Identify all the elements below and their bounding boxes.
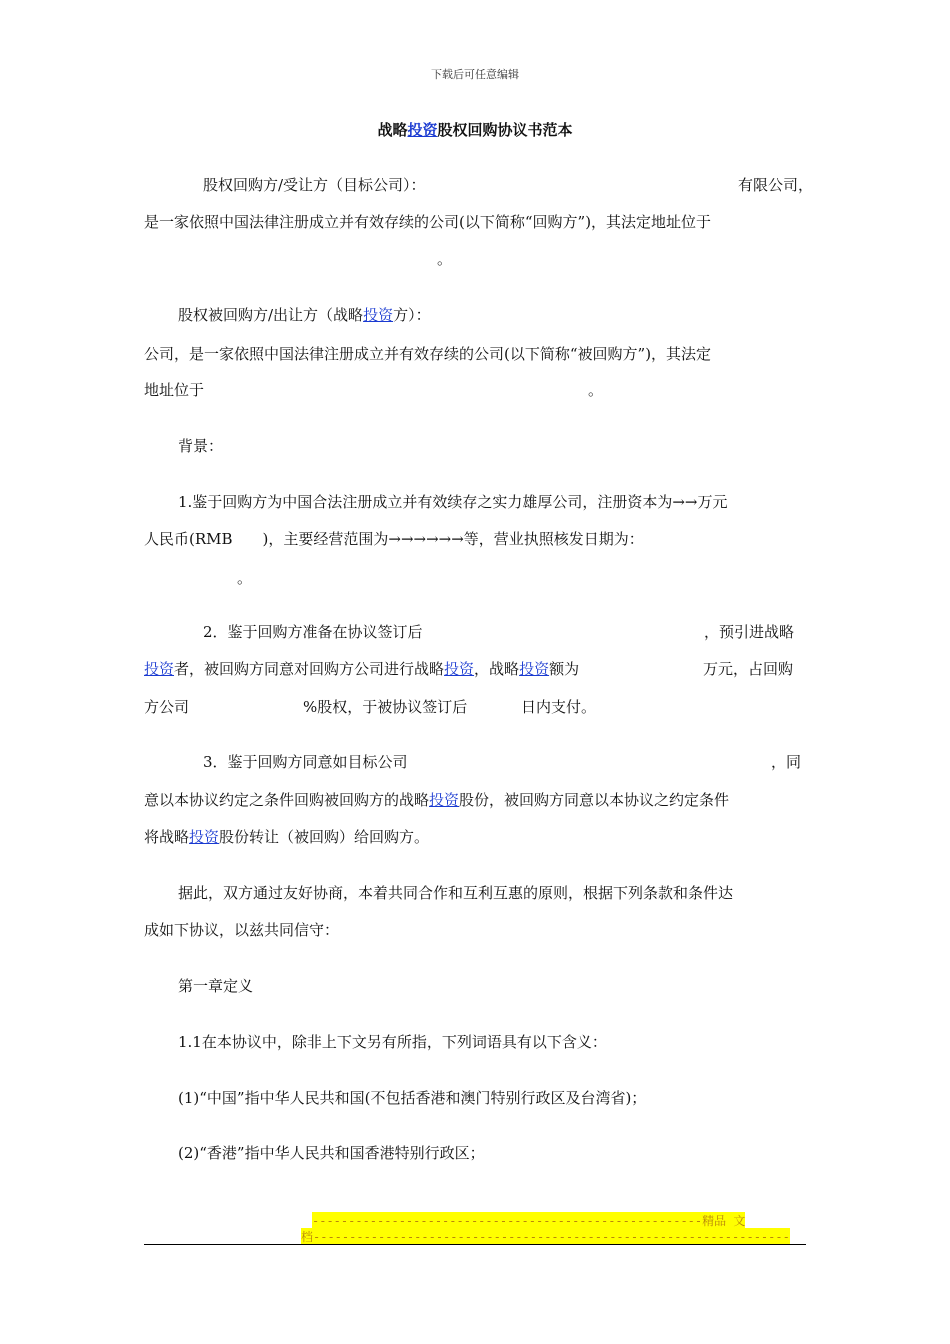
party2-line3-end: 。 xyxy=(588,381,604,399)
party1-line2: 是一家依照中国法律注册成立并有效存续的公司(以下简称“回购方”)，其法定地址位于 xyxy=(144,213,712,231)
footer-divider xyxy=(144,1244,806,1245)
background-label: 背景： xyxy=(178,437,224,455)
item2-line3-c: 日内支付。 xyxy=(521,698,597,716)
item3-l3-pre: 将战略 xyxy=(144,828,190,846)
agreement-line2: 成如下协议，以兹共同信守： xyxy=(144,921,340,939)
title-post: 股权回购协议书范本 xyxy=(437,121,573,139)
item2-link-c[interactable]: 投资 xyxy=(444,660,475,678)
item2-text-d: ，战略 xyxy=(474,660,520,678)
item2-line1-post: ，预引进战略 xyxy=(704,623,795,641)
item3-l3-post: 股份转让（被回购）给回购方。 xyxy=(219,828,430,846)
item3-l2-pre: 意以本协议约定之条件回购被回购方的战略 xyxy=(144,791,430,809)
item2-text-f: 额为 xyxy=(549,660,580,678)
footer-watermark-line2: 档------------------------------------------------------------------ xyxy=(301,1230,790,1244)
item3-line1-pre: 3．鉴于回购方同意如目标公司 xyxy=(203,753,408,771)
item3-line1-post: ，同 xyxy=(771,753,802,771)
document-title xyxy=(0,119,950,140)
chapter1-title: 第一章定义 xyxy=(178,977,254,995)
header-note: 下载后可任意编辑 xyxy=(431,68,519,81)
definition-2: (2)“香港”指中华人民共和国香港特别行政区； xyxy=(178,1144,485,1162)
item1-line1: 1.鉴于回购方为中国合法注册成立并有效续存之实力雄厚公司，注册资本为→→万元 xyxy=(178,493,728,511)
footer-watermark-line1: ------------------------------------------------------精品 文 xyxy=(312,1214,746,1228)
item1-line2: 人民币(RMB )，主要经营范围为→→→→→→等，营业执照核发日期为： xyxy=(144,530,644,548)
item3-l3-link[interactable]: 投资 xyxy=(189,828,220,846)
item3-l2-post: 股份，被回购方同意以本协议之约定条件 xyxy=(459,791,730,809)
item2-line1-pre: 2．鉴于回购方准备在协议签订后 xyxy=(203,623,423,641)
item3-line2 xyxy=(144,789,729,810)
item3-line3 xyxy=(144,826,429,847)
definition-1: (1)“中国”指中华人民共和国(不包括香港和澳门特别行政区及台湾省)； xyxy=(178,1089,647,1107)
item2-text-b: 者，被回购方同意对回购方公司进行战略 xyxy=(174,660,445,678)
item2-link-a[interactable]: 投资 xyxy=(144,660,175,678)
party1-label: 股权回购方/受让方（目标公司）： xyxy=(203,176,426,194)
item2-line3-a: 方公司 xyxy=(144,698,190,716)
party2-line3-pre: 地址位于 xyxy=(144,381,205,399)
party2-label-pre: 股权被回购方/出让方（战略 xyxy=(178,306,364,324)
party2-label-link[interactable]: 投资 xyxy=(363,306,394,324)
agreement-line1: 据此，双方通过友好协商，本着共同合作和互利互惠的原则，根据下列条款和条件达 xyxy=(178,884,734,902)
party2-line2: 公司，是一家依照中国法律注册成立并有效存续的公司(以下简称“被回购方”)，其法定 xyxy=(144,345,712,363)
title-pre: 战略 xyxy=(377,121,408,139)
item2-link-e[interactable]: 投资 xyxy=(519,660,550,678)
title-link[interactable]: 投资 xyxy=(407,121,438,139)
definitions-intro: 1.1在本协议中，除非上下文另有所指，下列词语具有以下含义： xyxy=(178,1033,607,1051)
item2-line3-b: %股权，于被协议签订后 xyxy=(303,698,468,716)
item2-line2 xyxy=(144,658,579,679)
item2-line2-end: 万元，占回购 xyxy=(703,660,794,678)
party2-label xyxy=(178,304,431,325)
party1-suffix: 有限公司， xyxy=(738,176,814,194)
party1-end: 。 xyxy=(437,250,453,268)
party2-label-post: 方）： xyxy=(393,306,431,324)
item3-l2-link[interactable]: 投资 xyxy=(429,791,460,809)
item1-line3: 。 xyxy=(237,569,253,587)
